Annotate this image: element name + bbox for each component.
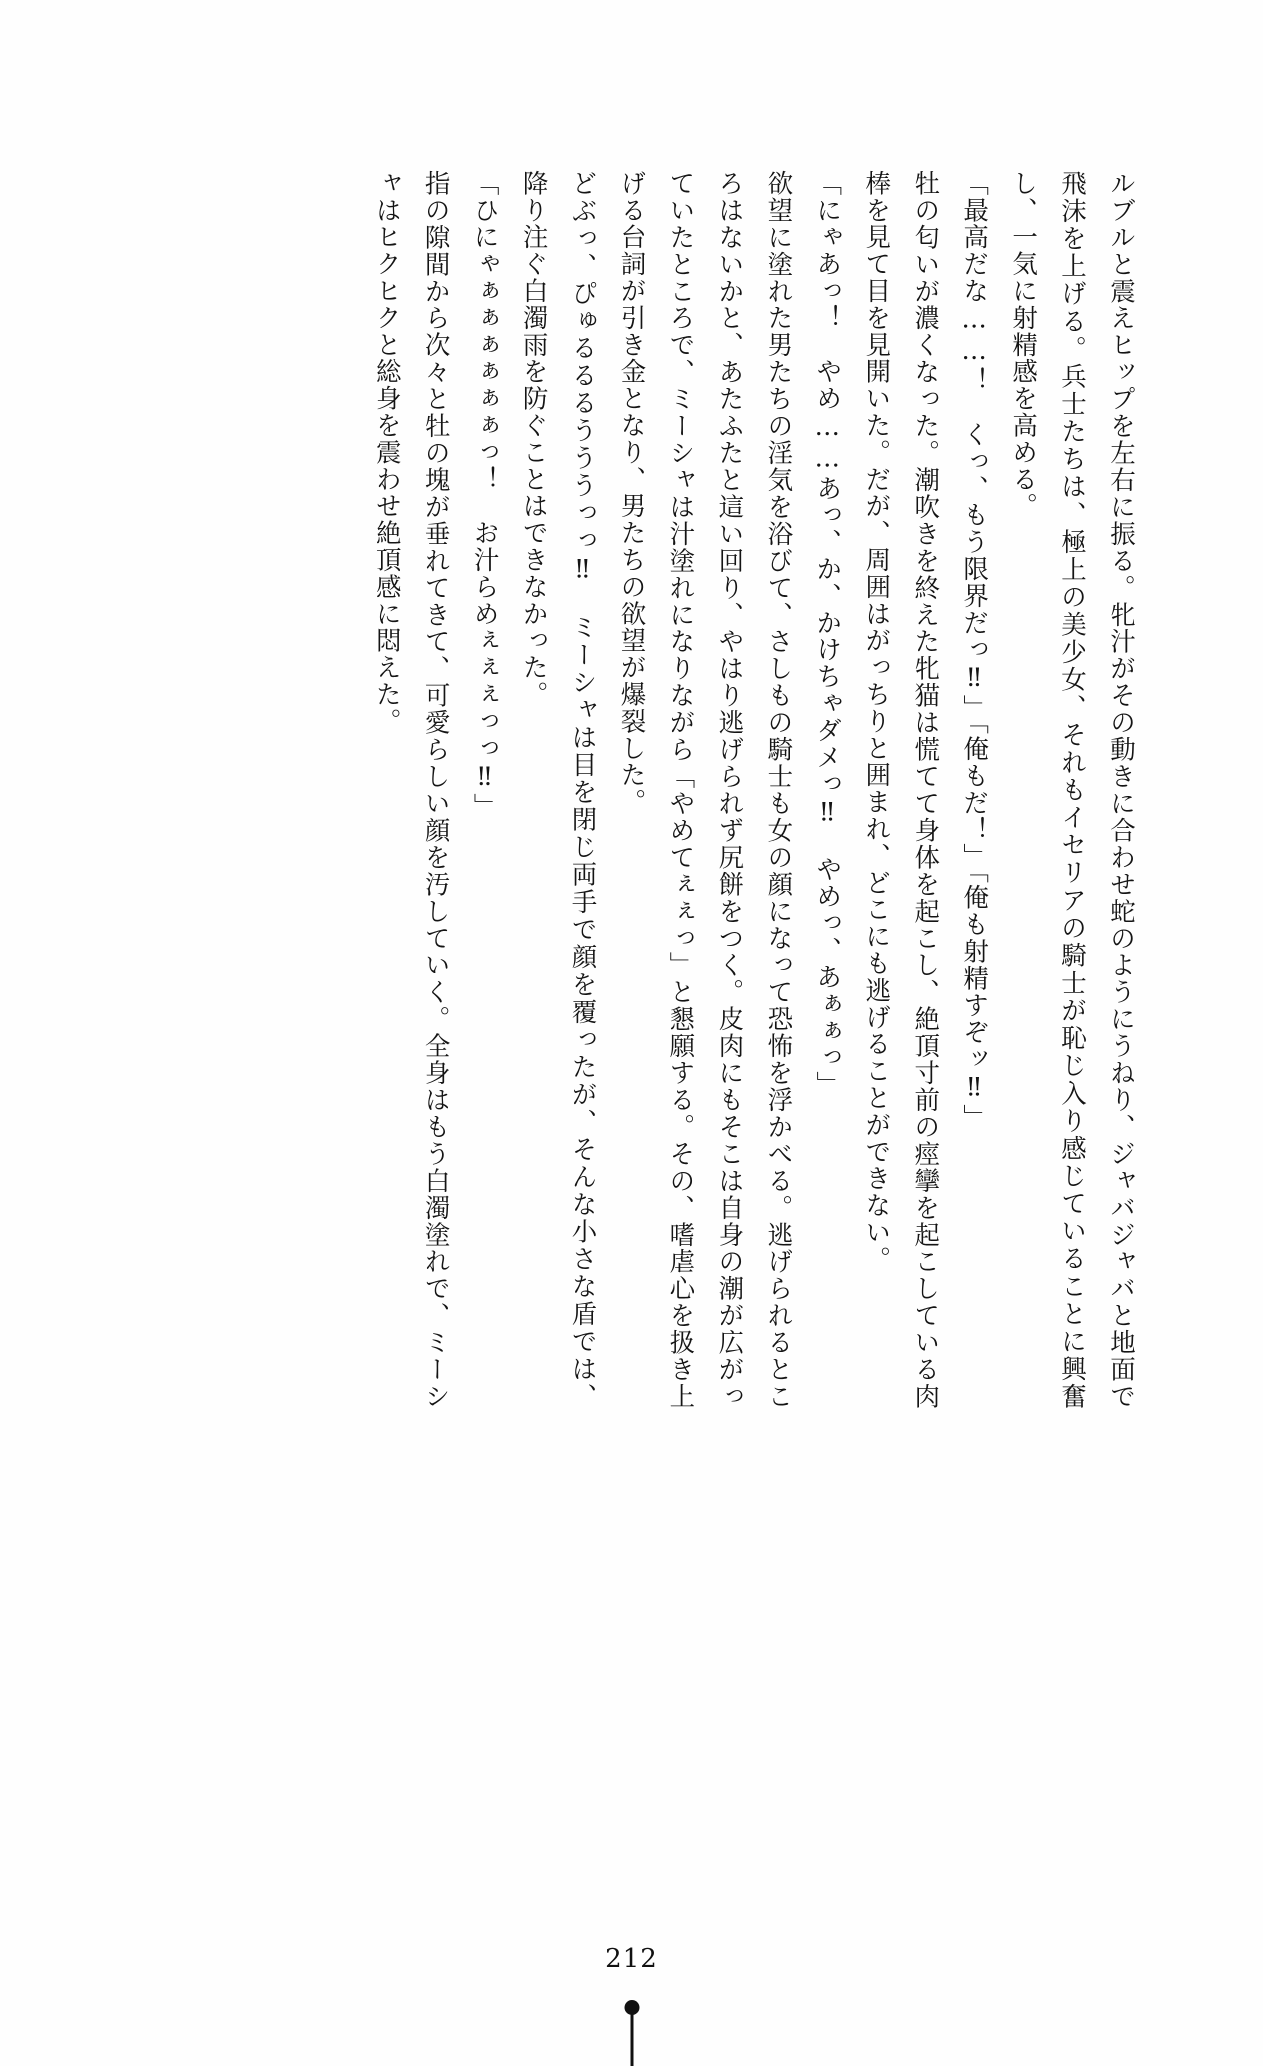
paragraph: ルブルと震えヒップを左右に振る。牝汁がその動きに合わせ蛇のようにうねり、ジャバジャバと地面で飛沫を上げる。兵士たちは、極上の美少女、それもイセリアの騎士が恥じ入り感じていることに興奮し、一気に射精感を高める。 — [1008, 170, 1136, 1410]
page-number: 212 — [605, 1944, 658, 1974]
paragraph: どぶっ、ぴゅるるるうううっっ‼ ミーシャは目を閉じ両手で顔を覆ったが、そんな小さな盾では、降り注ぐ白濁雨を防ぐことはできなかった。 — [518, 170, 598, 1410]
page-footer-mark-icon — [620, 2000, 644, 2066]
paragraph: 欲望に塗れた男たちの淫気を浴びて、さしもの騎士も女の顔になって恐怖を浮かべる。逃げられるところはないかと、あたふたと這い回り、やはり逃げられず尻餅をつく。皮肉にもそこは自身の潮が広がっていたところで、ミーシャは汁塗れになりながら「やめてぇぇっ」と懇願する。その、嗜虐心を扱き上げる台詞が引き金となり、男たちの欲望が爆裂した。 — [616, 170, 794, 1410]
paragraph: 「にゃあっ！ やめ……あっ、か、かけちゃダメっ‼ やめっ、あぁぁっ」 — [812, 170, 843, 1099]
paragraph: 指の隙間から次々と牡の塊が垂れてきて、可愛らしい顔を汚していく。全身はもう白濁塗れで、ミーシャはヒクヒクと総身を震わせ絶頂感に悶えた。 — [371, 170, 451, 1410]
paragraph: 「最高だな……！ くっ、もう限界だっ‼」「俺もだ！」「俺も射精すぞッ‼」 — [959, 170, 990, 1131]
paragraph: 「ひにゃぁぁぁぁぁぁっ！ お汁らめぇぇぇっっ‼」 — [469, 170, 500, 821]
page-body-text — [115, 170, 1145, 1410]
paragraph: 牡の匂いが濃くなった。潮吹きを終えた牝猫は慌てて身体を起こし、絶頂寸前の痙攣を起こしている肉棒を見て目を見開いた。だが、周囲はがっちりと囲まれ、どこにも逃げることができない。 — [861, 170, 941, 1410]
